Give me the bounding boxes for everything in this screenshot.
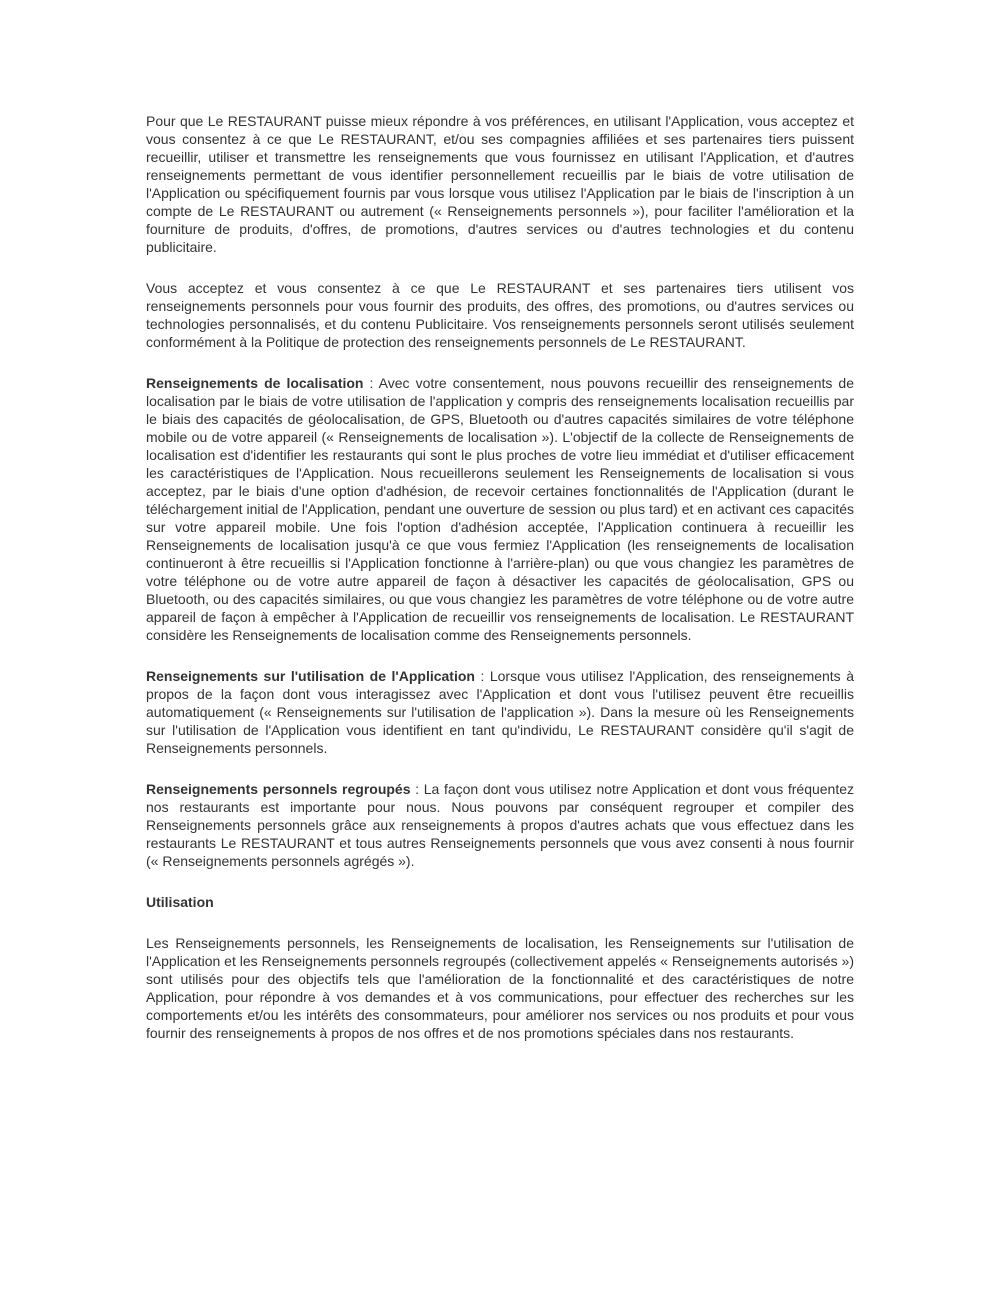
paragraph-consent-use — [146, 279, 854, 351]
paragraph-consent-collection — [146, 112, 854, 256]
paragraph-lead: Renseignements de localisation — [146, 375, 364, 391]
paragraph-text: Vous acceptez et vous consentez à ce que Le RESTAURANT et ses partenaires tiers utilisent vos renseignements personnels pour vous fournir des produits, des offres, des promotions, ou d'autres services ou technologies personnalisés, et du contenu Publicitaire. Vos renseignements personnels seront utilisés seulement conformément à la Politique de protection des renseignements personnels de Le RESTAURANT. — [146, 280, 854, 350]
paragraph-text: Les Renseignements personnels, les Renseignements de localisation, les Renseignements sur l'utilisation de l'Application et les Renseignements personnels regroupés (collectivement appelés « Renseignements autorisés ») sont utilisés pour des objectifs tels que l'amélioration de la fonctionnalité et des caractéristiques de notre Application, pour répondre à vos demandes et à vos communications, pour effectuer des recherches sur les comportements et/ou les intérêts des consommateurs, pour améliorer nos services ou nos produits et pour vous fournir des renseignements à propos de nos offres et de nos promotions spéciales dans nos restaurants. — [146, 935, 854, 1041]
paragraph-text: : La façon dont vous utilisez notre Application et dont vous fréquentez nos restaurants est importante pour nous. Nous pouvons par conséquent regrouper et compiler des Renseignements personnels grâce aux renseignements à propos d'autres achats que vous effectuez dans les restaurants Le RESTAURANT et tous autres Renseignements personnels que vous avez consenti à nous fournir (« Renseignements personnels agrégés »). — [146, 781, 855, 869]
paragraph-location-information — [146, 374, 854, 644]
paragraph-text: Pour que Le RESTAURANT puisse mieux répondre à vos préférences, en utilisant l'Application, vous acceptez et vous consentez à ce que Le RESTAURANT, et/ou ses compagnies affiliées et ses partenaires tiers puissent recueillir, utiliser et transmettre les renseignements que vous fournissez en utilisant l'Application, et d'autres renseignements permettant de vous identifier personnellement recueillis par le biais de votre utilisation de l'Application ou spécifiquement fournis par vous lorsque vous utilisez l'Application par le biais de l'inscription à un compte de Le RESTAURANT ou autrement (« Renseignements personnels »), pour faciliter l'amélioration et la fourniture de produits, d'offres, de promotions, d'autres services ou d'autres technologies et du contenu publicitaire. — [146, 113, 854, 255]
paragraph-aggregated-information — [146, 780, 854, 870]
paragraph-text: : Avec votre consentement, nous pouvons recueillir des renseignements de localisation par le biais de votre utilisation de l'application y compris des renseignements localisation recueillis par le biais des capacités de géolocalisation, de GPS, Bluetooth ou d'autres capacités similaires de votre téléphone mobile ou de votre appareil (« Renseignements de localisation »). L'objectif de la collecte de Renseignements de localisation est d'identifier les restaurants qui sont le plus proches de votre lieu immédiat et d'utiliser efficacement les caractéristiques de l'Application. Nous recueillerons seulement les Renseignements de localisation si vous acceptez, par le biais d'une option d'adhésion, de recevoir certaines fonctionnalités de l'Application (durant le téléchargement initial de l'Application, pendant une ouverture de session ou plus tard) et en activant ces capacités sur votre appareil mobile. Une fois l'option d'adhésion acceptée, l'Application continuera à recueillir les Renseignements de localisation jusqu'à ce que vous fermiez l'Application (les renseignements de localisation continueront à être recueillis si l'Application fonctionne à l'arrière-plan) ou que vous changiez les paramètres de votre téléphone ou de votre autre appareil de façon à désactiver les capacités de géolocalisation, GPS ou Bluetooth, ou des capacités similaires, ou que vous changiez les paramètres de votre téléphone ou de votre autre appareil de façon à empêcher à l'Application de recueillir vos renseignements de localisation. Le RESTAURANT considère les Renseignements de localisation comme des Renseignements personnels. — [146, 375, 855, 643]
paragraph-text: : Lorsque vous utilisez l'Application, des renseignements à propos de la façon dont vous interagissez avec l'Application et dont vous l'utilisez peuvent être recueillis automatiquement (« Renseignements sur l'utilisation de l'application »). Dans la mesure où les Renseignements sur l'utilisation de l'Application vous identifient en tant qu'individu, Le RESTAURANT considère qu'il s'agit de Renseignements personnels. — [146, 668, 854, 756]
privacy-policy-document — [146, 112, 854, 1065]
paragraph-lead: Renseignements sur l'utilisation de l'Application — [146, 668, 475, 684]
paragraph-lead: Renseignements personnels regroupés — [146, 781, 411, 797]
heading-label: Utilisation — [146, 894, 214, 910]
paragraph-app-usage-information — [146, 667, 854, 757]
section-heading-utilisation — [146, 893, 854, 911]
paragraph-usage-purposes — [146, 934, 854, 1042]
